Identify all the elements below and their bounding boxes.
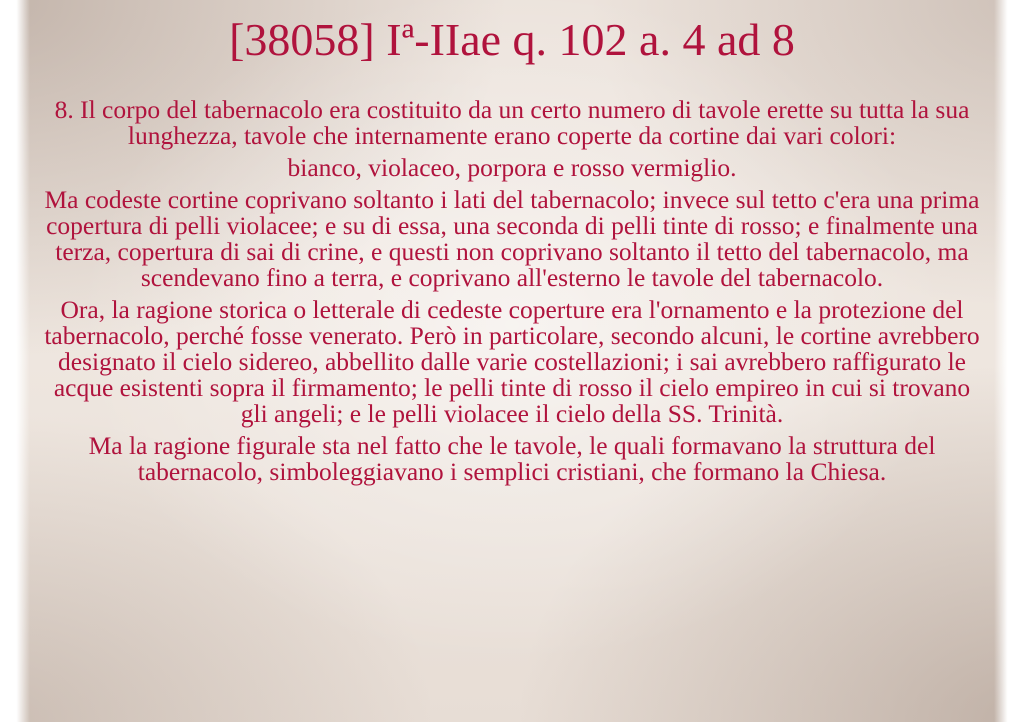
paragraph-3: Ma codeste cortine coprivano soltanto i lati del tabernacolo; invece sul tetto c'era una prima copertura di pelli violacee; e su di essa, una seconda di pelli tinte di rosso; e finalmente una terza, copertura di sai di crine, e questi non coprivano soltanto il tetto del tabernacolo, ma scendevano fino a terra, e coprivano all'esterno le tavole del tabernacolo. (44, 185, 980, 292)
text-body (40, 97, 984, 491)
page-title: [38058] Iª-IIae q. 102 a. 4 ad 8 (229, 14, 795, 65)
paragraph-4: Ora, la ragione storica o letterale di cedeste coperture era l'ornamento e la protezione del tabernacolo, perché fosse venerato. Però in particolare, secondo alcuni, le cortine avrebbero designato il cielo sidereo, abbellito dalle varie costellazioni; i sai avrebbero raffigurato le acque esistenti sopra il firmamento; le pelli tinte di rosso il cielo empireo in cui si trovano gli angeli; e le pelli violacee il cielo della SS. Trinità. (44, 295, 980, 428)
paragraph-5: Ma la ragione figurale sta nel fatto che le tavole, le quali formavano la struttura del tabernacolo, simboleggiavano i semplici cristiani, che formano la Chiesa. (88, 431, 936, 486)
paragraph-2: bianco, violaceo, porpora e rosso vermiglio. (287, 153, 737, 182)
page-edge-left (0, 0, 30, 722)
page-edge-right (994, 0, 1024, 722)
paragraph-1: 8. Il corpo del tabernacolo era costituito da un certo numero di tavole erette su tutta la sua lunghezza, tavole che internamente erano coperte da cortine dai vari colori: (54, 95, 970, 150)
